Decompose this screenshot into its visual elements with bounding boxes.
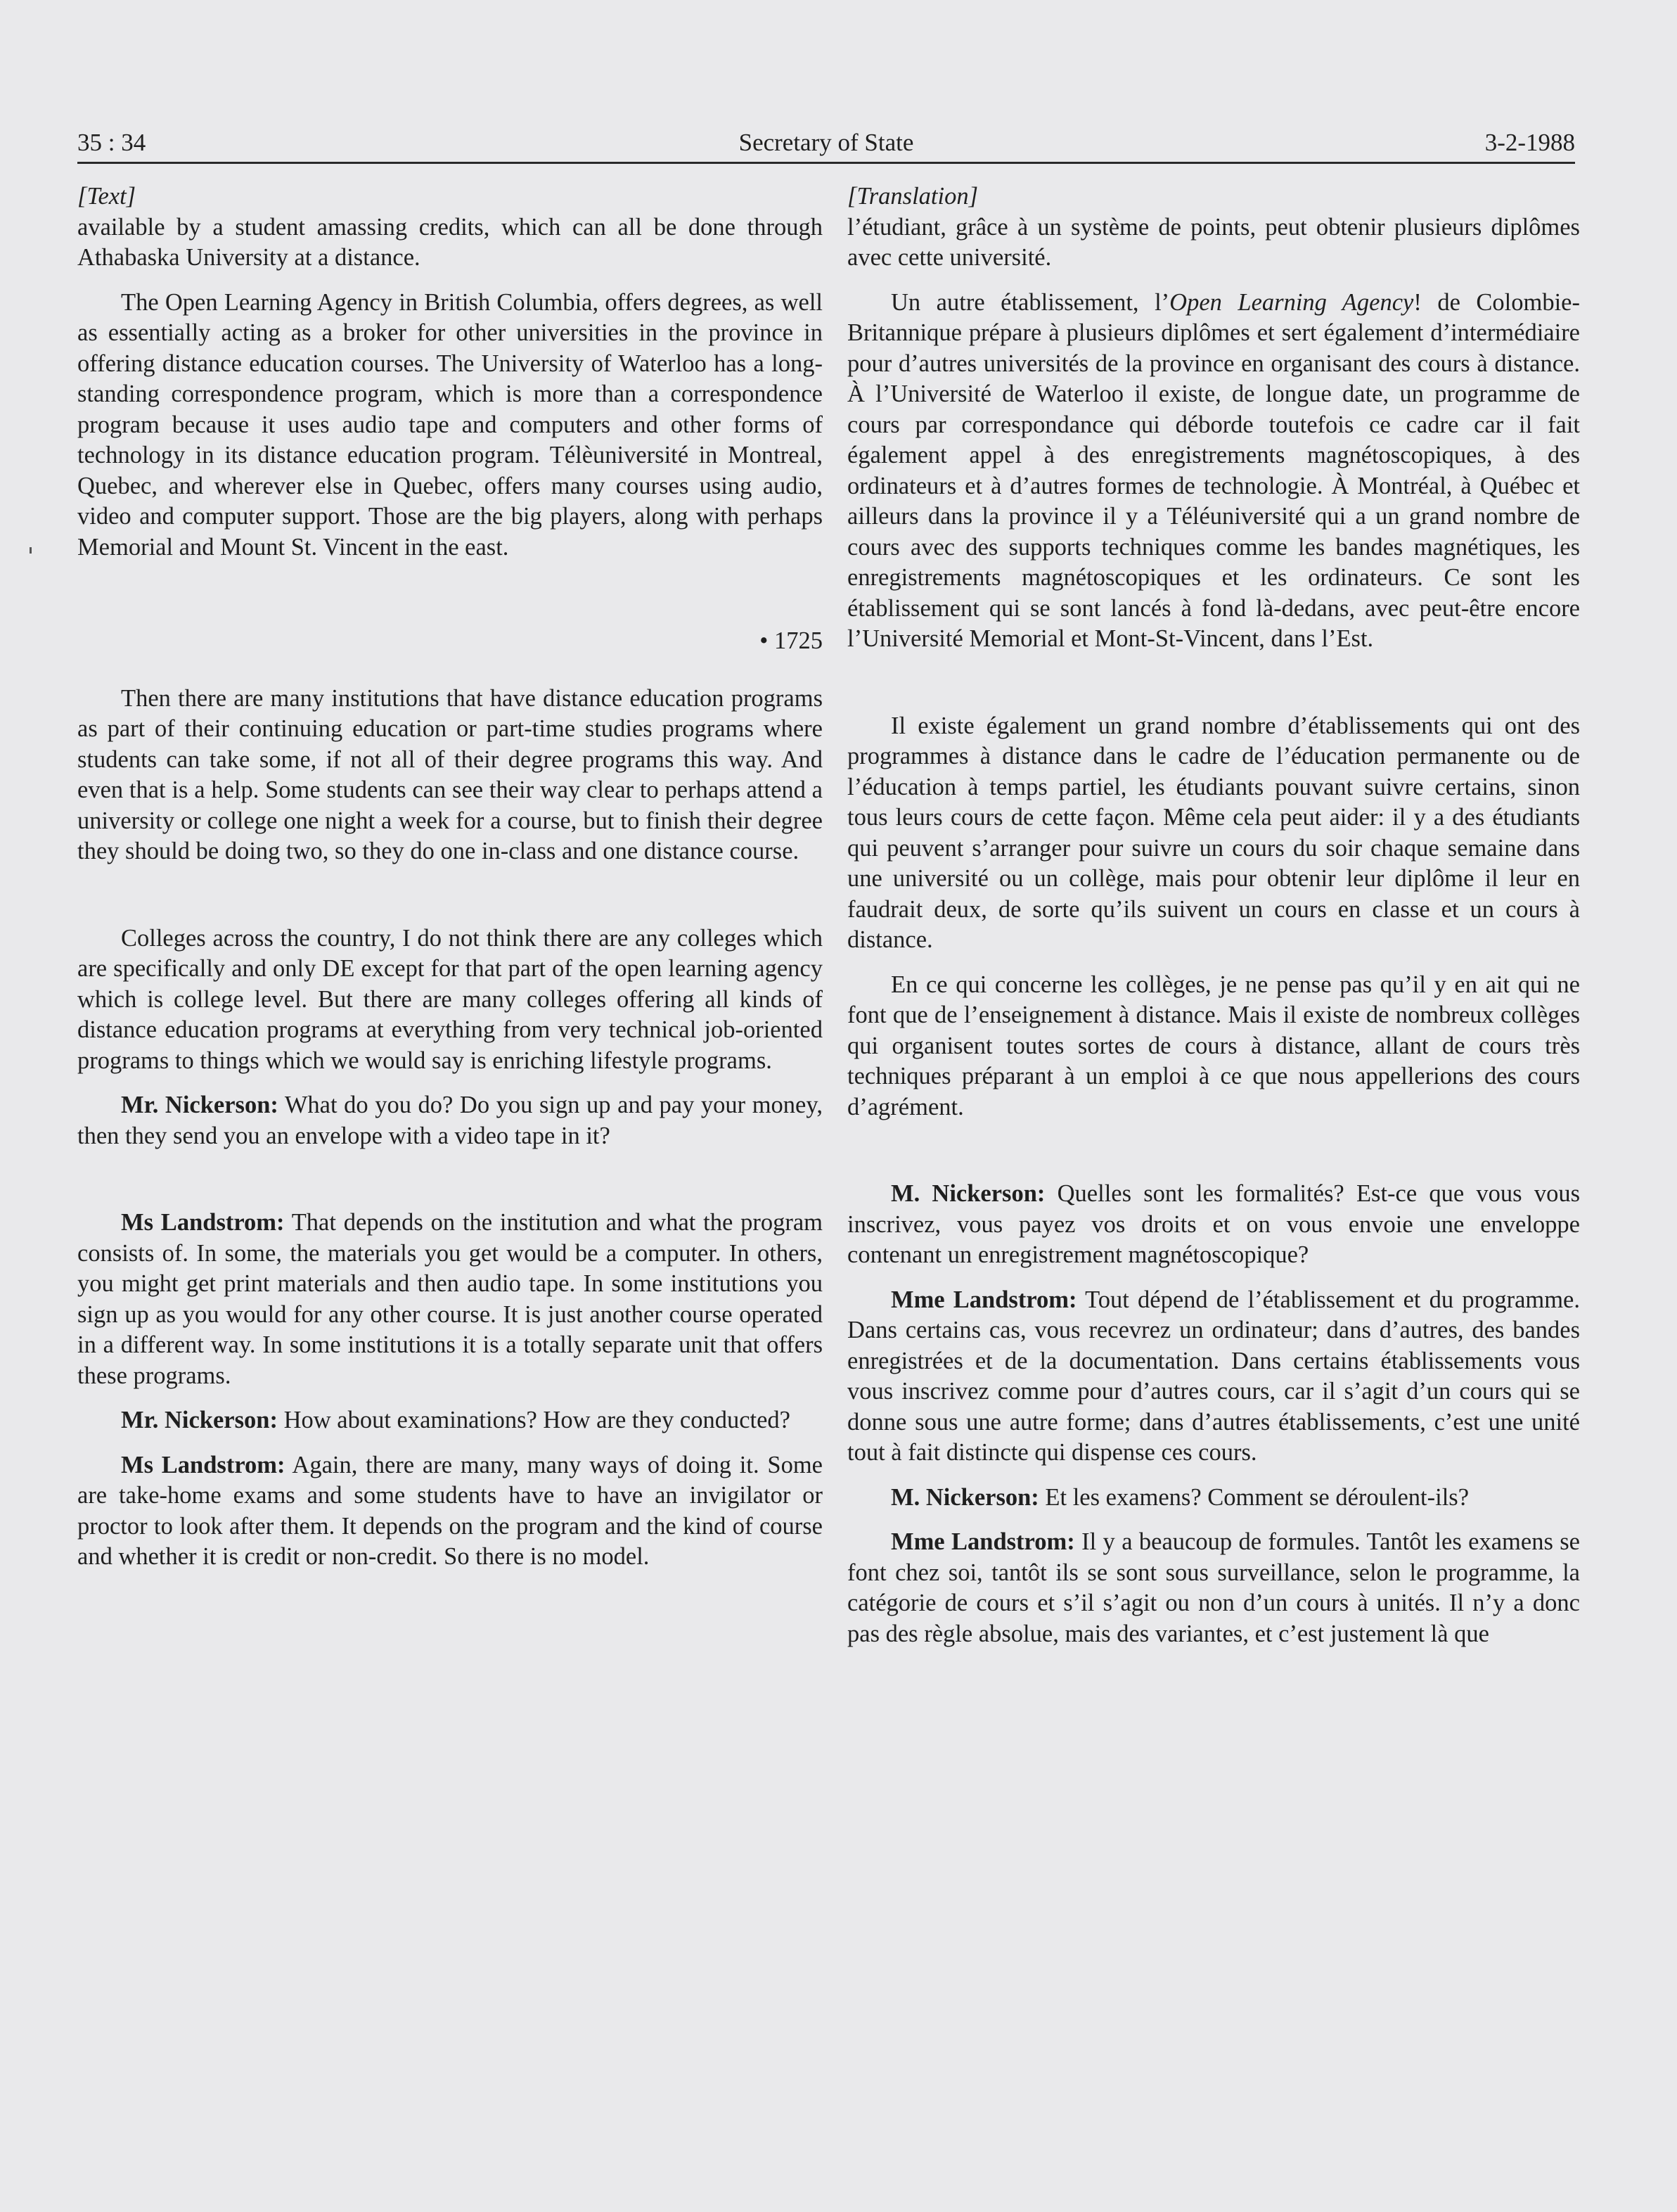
speech-text: What do you do? Do you sign up and pay your money, then they send you an envelope with a video tape in it? xyxy=(77,1092,823,1149)
translation-column xyxy=(847,181,1580,1663)
speech xyxy=(847,1527,1580,1649)
paragraph: available by a student amassing credits, which can all be done through Athabaska University at a distance. xyxy=(77,213,823,271)
paragraph: The Open Learning Agency in British Columbia, offers degrees, as well as essentially acting as a broker for other universities in the province in offering distance education courses. The University of Waterloo has a long-standing correspondence program, which is more than a correspondence program because it uses audio tape and computers and other forms of technology in its distance education program. Télèuniversité in Montreal, Quebec, and wherever else in Quebec, offers many courses using audio, video and computer support. Those are the big players, along with perhaps Memorial and Mount St. Vincent in the east. xyxy=(77,288,823,561)
column-label: [Translation] xyxy=(847,183,979,210)
speaker-name: Mme Landstrom: xyxy=(891,1286,1077,1313)
column-label-text: Translation xyxy=(856,183,969,210)
speaker-name: Mr. Nickerson: xyxy=(121,1092,278,1118)
speech xyxy=(847,1483,1580,1514)
margin-mark xyxy=(30,547,32,554)
paragraph: Il existe également un grand nombre d’établissements qui ont des programmes à distance dans le cadre de l’éducation permanente ou de l’éducation à temps partiel, les étudiants pouvant suivre certains, sinon tous leurs cours de cette façon. Même cela peut aider: il y a des étudiants qui peuvent s’arranger pour suivre un cours du soir chaque semaine dans une université ou un collège, mais pour obtenir leur diplôme il leur en faudrait deux, de sorte qu’ils suivent un cours en classe et un cours à distance. xyxy=(847,712,1580,953)
speaker-name: M. Nickerson: xyxy=(891,1483,1039,1511)
speech-text: Again, there are many, many ways of doing it. Some are take-home exams and some students have to have an invigilator or proctor to look after them. It depends on the program and the kind of course and whether it is credit or non-credit. So there is no model. xyxy=(77,1451,823,1570)
english-column xyxy=(77,181,823,1587)
speaker-name: M. Nickerson: xyxy=(891,1180,1046,1207)
paragraph xyxy=(847,288,1580,655)
paragraph-text: ! de Colombie-Britannique prépare à plusieurs diplômes et sert également d’intermédiaire pour d’autres universités de la province en organisant des cours à distance. À l’Université de Waterloo il existe, de longue date, un programme de cours par correspondance qui déborde toutefois ce cadre car il fait également appel à des enregistrements magnétoscopiques, à des ordinateurs et à d’autres formes de technologie. À Montréal, à Québec et ailleurs dans la province il y a Téléuniversité qui a un grand nombre de cours avec des supports techniques comme les bandes magnétiques, les enregistrements magnétoscopiques et les ordinateurs. Ce sont les établissement qui se sont lancés à fond là-dedans, avec peut-être encore l’Université Memorial et Mont-St-Vincent, dans l’Est. xyxy=(847,288,1580,652)
committee-title: Secretary of State xyxy=(738,129,914,156)
speech xyxy=(847,1285,1580,1469)
column-label-text: Text xyxy=(86,183,127,210)
speaker-name: Mme Landstrom: xyxy=(891,1528,1075,1555)
speech xyxy=(77,1405,823,1436)
paragraph: Then there are many institutions that have distance education programs as part of their continuing education or part-time studies programs where students can take some, if not all of their degree programs this way. And even that is a help. Some students can see their way clear to perhaps attend a university or college one night a week for a course, but to finish their degree they should be doing two, so they do one in-class and one distance course. xyxy=(77,684,823,864)
time-marker: • 1725 xyxy=(759,627,823,654)
paragraph: l’étudiant, grâce à un système de points, peut obtenir plusieurs diplômes avec cette université. xyxy=(847,213,1580,271)
speaker-name: Ms Landstrom: xyxy=(121,1451,285,1478)
speech xyxy=(847,1179,1580,1271)
organization-name: Open Learning Agency xyxy=(1169,288,1414,316)
speaker-name: Mr. Nickerson: xyxy=(121,1407,278,1433)
speech-text: Quelles sont les formalités? Est-ce que vous vous inscrivez, vous payez vos droits et on vous envoie une enveloppe contenant un enregistrement magnétoscopique? xyxy=(847,1180,1580,1268)
speech-text: Et les examens? Comment se déroulent-ils? xyxy=(1039,1483,1470,1511)
header-rule xyxy=(77,162,1575,164)
page-header xyxy=(77,125,1575,160)
speech xyxy=(77,1208,823,1391)
header-date: 3-2-1988 xyxy=(1484,129,1575,156)
speech xyxy=(77,1090,823,1151)
speech-text: How about examinations? How are they conducted? xyxy=(277,1407,790,1433)
paragraph: Colleges across the country, I do not think there are any colleges which are specifically and only DE except for that part of the open learning agency which is college level. But there are many colleges offering all kinds of distance education programs at everything from very technical job-oriented programs to things which we would say is enriching lifestyle programs. xyxy=(77,924,823,1074)
speaker-name: Ms Landstrom: xyxy=(121,1209,285,1236)
paragraph-text: Un autre établissement, l’ xyxy=(891,288,1170,316)
page-reference: 35 : 34 xyxy=(77,129,146,156)
speech-text: Il y a beaucoup de formules. Tantôt les examens se font chez soi, tantôt ils se sont sous surveillance, selon le programme, la catégorie de cours et s’il s’agit ou non d’un cours à unités. Il n’y a donc pas des règle absolue, mais des variantes, et c’est justement là que xyxy=(847,1528,1580,1647)
speech xyxy=(77,1450,823,1573)
paragraph: En ce qui concerne les collèges, je ne pense pas qu’il y en ait qui ne font que de l’enseignement à distance. Mais il existe de nombreux collèges qui organisent toutes sortes de cours à distance, allant de cours très techniques préparant à un emploi à ce que nous appellerions des cours d’agrément. xyxy=(847,971,1580,1120)
column-label: [Text] xyxy=(77,183,136,210)
speech-text: That depends on the institution and what the program consists of. In some, the materials you get would be a computer. In others, you might get print materials and then audio tape. In some institutions you sign up as you would for any other course. It is just another course operated in a different way. In some institutions it is a totally separate unit that offers these programs. xyxy=(77,1209,823,1389)
speech-text: Tout dépend de l’établissement et du programme. Dans certains cas, vous recevrez un ordinateur; dans d’autres, des bandes enregistrées et de la documentation. Dans certains établissements vous vous inscrivez comme pour d’autres cours, car il s’agit d’un cours qui se donne sous une autre forme; dans d’autres établissements, c’est une unité tout à fait distincte qui dispense ces cours. xyxy=(847,1286,1580,1466)
